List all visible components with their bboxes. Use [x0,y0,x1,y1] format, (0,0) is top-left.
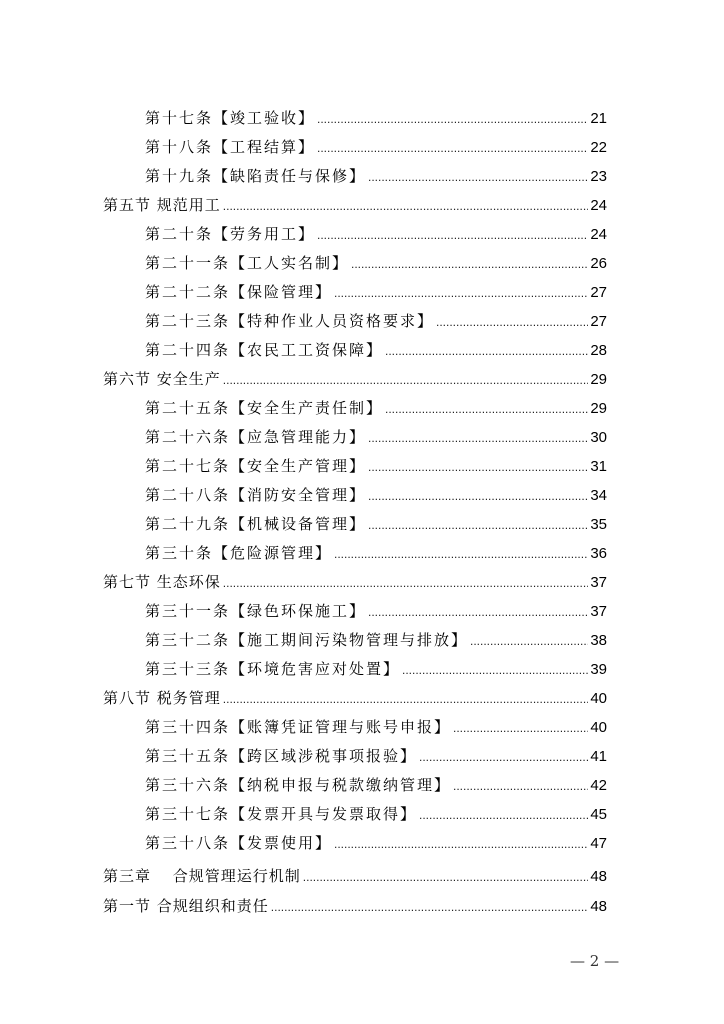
toc-entry-page: 28 [590,342,607,359]
toc-entry-page: 36 [590,545,607,562]
toc-entry-page: 48 [590,898,607,915]
toc-entry[interactable] [145,454,607,478]
toc-entry[interactable] [145,599,607,623]
dot-leader [436,310,588,334]
toc-entry[interactable] [145,280,607,304]
toc-entry-title: 第二十一条【工人实名制】 [145,254,350,272]
dot-leader [334,542,588,566]
toc-entry-title: 第三十六条【纳税申报与税款缴纳管理】 [145,776,452,794]
toc-entry-page: 45 [590,806,607,823]
toc-entry[interactable] [145,802,607,826]
dot-leader [223,368,589,392]
toc-entry-page: 41 [590,748,607,765]
toc-entry-title: 第三十七条【发票开具与发票取得】 [145,805,418,823]
toc-entry-title: 第二十三条【特种作业人员资格要求】 [145,312,435,330]
toc-entry-title: 第三章 合规管理运行机制 [103,867,301,885]
toc-entry[interactable] [145,309,607,333]
dot-leader [402,658,588,682]
toc-entry-page: 42 [590,777,607,794]
toc-entry-page: 29 [590,371,607,388]
toc-entry[interactable] [145,744,607,768]
toc-entry-page: 29 [590,400,607,417]
toc-entry[interactable] [145,425,607,449]
dot-leader [368,600,588,624]
dot-leader [271,895,589,919]
toc-entry-title: 第三十五条【跨区域涉税事项报验】 [145,747,418,765]
toc-entry[interactable] [145,222,607,246]
toc-entry-page: 22 [590,139,607,156]
toc-entry-page: 40 [590,690,607,707]
toc-entry-title: 第三十三条【环境危害应对处置】 [145,660,401,678]
toc-entry-title: 第三十八条【发票使用】 [145,834,333,852]
dot-leader [223,194,589,218]
dot-leader [317,136,588,160]
toc-section-entry[interactable] [103,367,607,391]
toc-entry-page: 27 [590,284,607,301]
toc-entry-title: 第十九条【缺陷责任与保修】 [145,167,367,185]
toc-entry[interactable] [145,483,607,507]
toc-entry-title: 第三十四条【账簿凭证管理与账号申报】 [145,718,452,736]
toc-entry[interactable] [145,657,607,681]
toc-entry-title: 第六节 安全生产 [103,370,221,388]
dot-leader [385,397,588,421]
toc-entry-page: 37 [590,603,607,620]
toc-entry[interactable] [145,773,607,797]
dot-leader [351,252,588,276]
dot-leader [368,165,588,189]
toc-entry-page: 37 [590,574,607,591]
toc-entry-page: 31 [590,458,607,475]
dot-leader [223,687,589,711]
toc-entry-title: 第二十四条【农民工工资保障】 [145,341,384,359]
toc-entry-page: 30 [590,429,607,446]
toc-entry-title: 第二十六条【应急管理能力】 [145,428,367,446]
toc-chapter-entry[interactable] [103,864,607,888]
dot-leader [385,339,588,363]
toc-entry[interactable] [145,338,607,362]
dot-leader [303,865,589,889]
toc-entry[interactable] [145,251,607,275]
toc-entry-page: 24 [590,226,607,243]
toc-entry-title: 第二十八条【消防安全管理】 [145,486,367,504]
dot-leader [334,281,588,305]
dot-leader [470,629,588,653]
toc-entry-page: 40 [590,719,607,736]
toc-entry-page: 24 [590,197,607,214]
dot-leader [317,107,588,131]
toc-entry-title: 第三十一条【绿色环保施工】 [145,602,367,620]
toc-entry-page: 34 [590,487,607,504]
toc-entry-page: 35 [590,516,607,533]
toc-entry-page: 47 [590,835,607,852]
toc-entry[interactable] [145,541,607,565]
toc-section-entry[interactable] [103,570,607,594]
toc-entry[interactable] [145,512,607,536]
page-number-footer: — 2 — [570,952,620,970]
toc-entry-title: 第三十条【危险源管理】 [145,544,333,562]
toc-entry-title: 第五节 规范用工 [103,196,221,214]
toc-section-entry[interactable] [103,686,607,710]
toc-entry-title: 第二十二条【保险管理】 [145,283,333,301]
toc-entry-page: 48 [590,868,607,885]
toc-entry-page: 21 [590,110,607,127]
toc-section-entry[interactable] [103,193,607,217]
dot-leader [453,716,588,740]
toc-entry-page: 38 [590,632,607,649]
dot-leader [368,455,588,479]
toc-entry[interactable] [145,396,607,420]
dot-leader [368,513,588,537]
toc-entry-page: 27 [590,313,607,330]
toc-entry-title: 第二十七条【安全生产管理】 [145,457,367,475]
dot-leader [368,484,588,508]
toc-entry-page: 39 [590,661,607,678]
toc-entry[interactable] [145,831,607,855]
toc-entry-title: 第一节 合规组织和责任 [103,897,269,915]
toc-entry-title: 第八节 税务管理 [103,689,221,707]
toc-entry[interactable] [145,135,607,159]
toc-entry[interactable] [145,715,607,739]
dot-leader [223,571,589,595]
dot-leader [419,745,588,769]
toc-entry-title: 第二十九条【机械设备管理】 [145,515,367,533]
toc-entry-title: 第十八条【工程结算】 [145,138,316,156]
toc-entry-page: 23 [590,168,607,185]
toc-entry-title: 第十七条【竣工验收】 [145,109,316,127]
toc-entry[interactable] [145,628,607,652]
dot-leader [317,223,588,247]
toc-section-entry[interactable] [103,894,607,918]
dot-leader [334,832,588,856]
toc-entry-title: 第七节 生态环保 [103,573,221,591]
dot-leader [368,426,588,450]
dot-leader [453,774,588,798]
dot-leader [419,803,588,827]
toc-entry-page: 26 [590,255,607,272]
toc-entry-title: 第三十二条【施工期间污染物管理与排放】 [145,631,469,649]
toc-entry-title: 第二十条【劳务用工】 [145,225,316,243]
toc-entry[interactable] [145,164,607,188]
toc-entry[interactable] [145,106,607,130]
toc-entry-title: 第二十五条【安全生产责任制】 [145,399,384,417]
